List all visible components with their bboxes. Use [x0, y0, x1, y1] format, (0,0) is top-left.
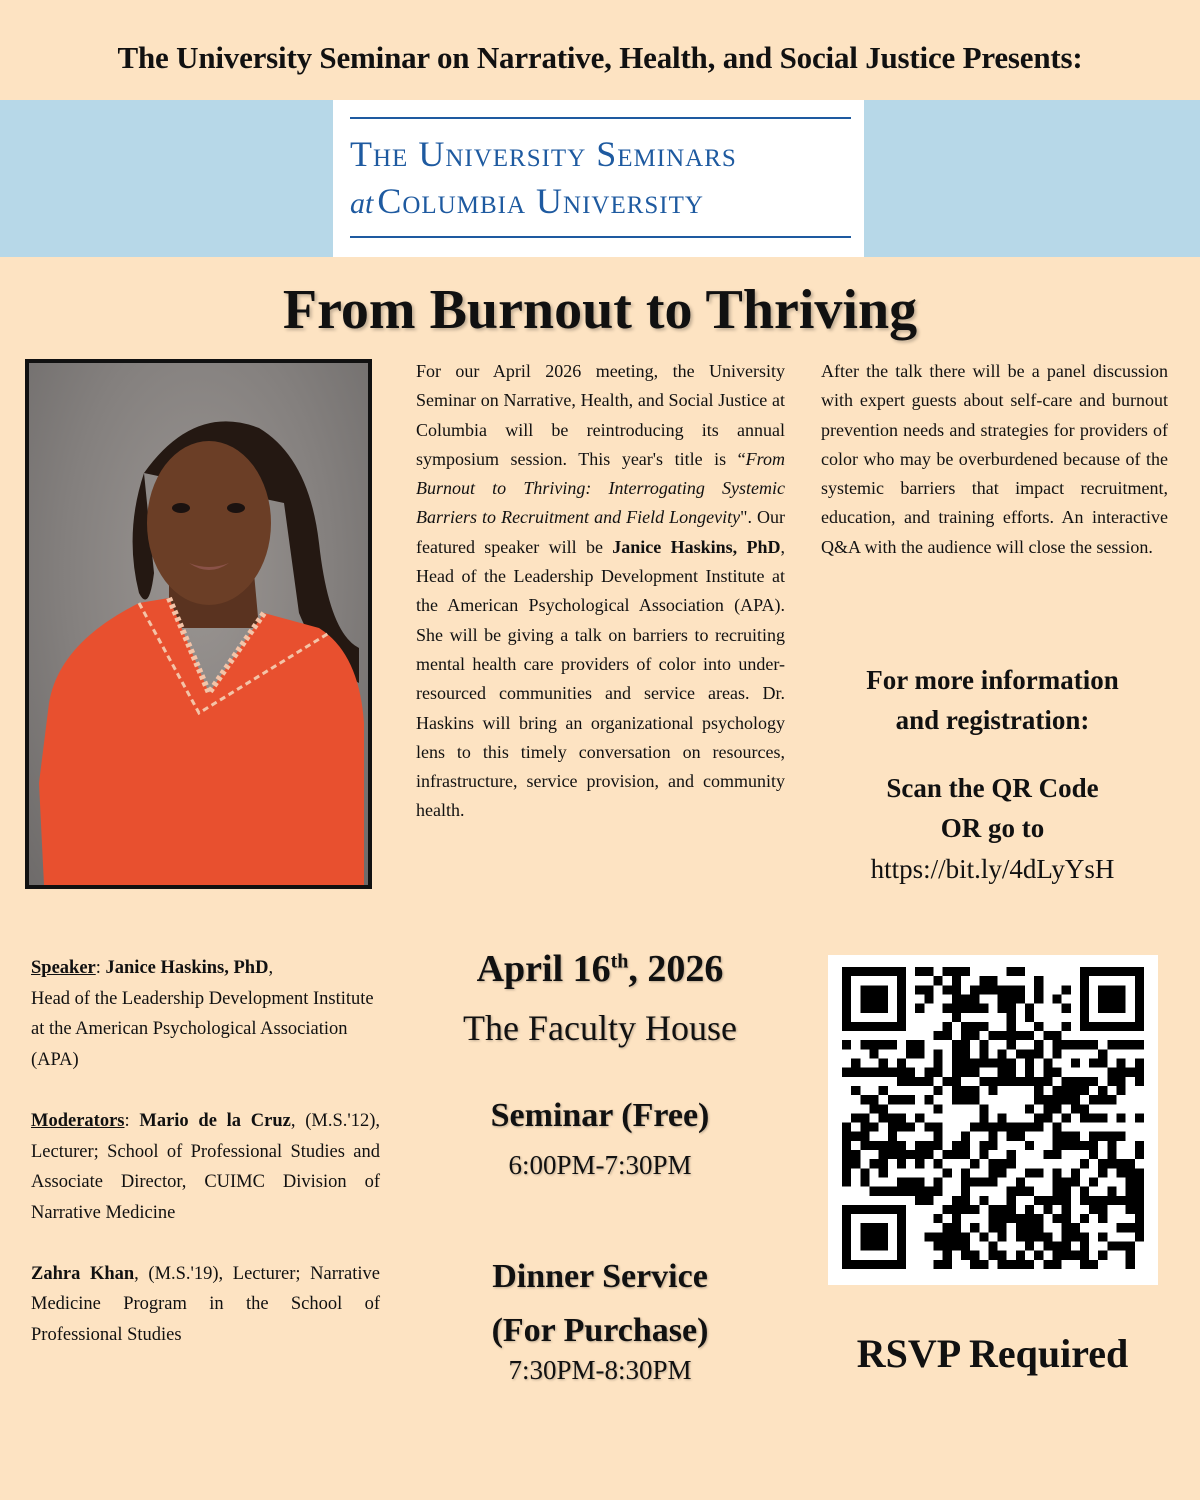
date-year: , 2026	[628, 948, 724, 990]
registration-heading-line-2: and registration:	[895, 705, 1090, 735]
logo-line-2	[350, 180, 851, 222]
rsvp-notice: RSVP Required	[856, 1331, 1129, 1376]
logo-line-1: The University Seminars	[350, 134, 737, 174]
seminar-time: 6:00PM-7:30PM	[508, 1150, 692, 1180]
moderator-1-description: (M.S.'12), Lecturer; School of Professional Studies and Associate Director, CUIMC Division of Narrative Medicine	[31, 1110, 380, 1223]
dinner-time: 7:30PM-8:30PM	[508, 1355, 692, 1385]
moderator-2-description: (M.S.'19), Lecturer; Narrative Medicine Program in the School of Professional Studies	[31, 1263, 381, 1346]
registration-link[interactable]: https://bit.ly/4dLyYsH	[870, 854, 1115, 884]
scan-line-2: OR go to	[940, 813, 1045, 843]
logo-at: at	[350, 187, 374, 220]
scan-instructions	[820, 768, 1165, 848]
dinner-label-line-1: Dinner Service	[492, 1258, 708, 1295]
qr-code[interactable]	[828, 955, 1158, 1285]
logo-columbia: Columbia University	[377, 181, 704, 221]
logo-rule-top	[350, 117, 851, 119]
speaker-photo-frame	[25, 359, 372, 889]
description-text: , Head of the Leadership Development Institute at the American Psychological Association (APA). She will be giving a talk on barriers to recruiting mental health care providers of color into under-resourced communities and service areas. Dr. Haskins will bring an organizational psychology lens to this timely conversation on resources, infrastructure, service provision, and community health.	[416, 536, 785, 821]
logo-rule-bottom	[350, 236, 851, 238]
speaker-title: Head of the Leadership Development Institute at the American Psychological Association (APA)	[31, 988, 374, 1071]
presenter-heading: The University Seminar on Narrative, Health, and Social Justice Presents:	[117, 40, 1083, 75]
speaker-name-inline: Janice Haskins, PhD	[612, 536, 781, 557]
portrait-illustration	[29, 363, 368, 885]
event-title: From Burnout to Thriving	[282, 279, 918, 341]
moderator-2-name: Zahra Khan	[31, 1263, 135, 1284]
qr-finder-pattern	[847, 1210, 902, 1265]
date-suffix: th	[610, 950, 629, 973]
scan-line-1: Scan the QR Code	[886, 773, 1099, 803]
qr-finder-pattern	[847, 972, 902, 1027]
moderator-1-info: Moderators: Mario de la Cruz, (M.S.'12), Lecturer; School of Professional Studies and Associate Director, CUIMC Division of Narrative Medicine	[31, 1110, 380, 1223]
dinner-label	[430, 1250, 770, 1358]
symposium-title: From Burnout to Thriving: Interrogating Systemic Barriers to Recruitment and Field Longevity	[416, 448, 785, 528]
speaker-photo	[29, 363, 368, 885]
qr-code-pattern	[842, 967, 1144, 1269]
speaker-info: Speaker: Janice Haskins, PhD, Head of the Leadership Development Institute at the American Psychological Association (APA)	[31, 958, 374, 1071]
description-paragraph-2: After the talk there will be a panel discussion with expert guests about self-care and burnout prevention needs and strategies for providers of color who may be overburdened because of the systemic barriers that impact recruitment, education, and training efforts. An interactive Q&A with the audience will close the session.	[821, 361, 1168, 557]
speaker-name: Janice Haskins, PhD	[105, 958, 269, 978]
seminar-label: Seminar (Free)	[490, 1097, 710, 1134]
speaker-label: Speaker	[31, 958, 96, 978]
moderator-2-info: Zahra Khan, (M.S.'19), Lecturer; Narrative Medicine Program in the School of Professional Studies	[31, 1263, 381, 1346]
registration-heading-line-1: For more information	[866, 665, 1119, 695]
date-day: April 16	[476, 948, 611, 990]
speaker-moderator-info	[31, 953, 380, 1381]
qr-finder-pattern	[1085, 972, 1140, 1027]
moderators-label: Moderators	[31, 1110, 125, 1131]
description-text: ". Our featured speaker will be	[416, 507, 785, 557]
description-paragraph-1	[416, 357, 785, 826]
event-venue: The Faculty House	[463, 1008, 737, 1048]
moderator-1-name: Mario de la Cruz	[139, 1110, 291, 1131]
description-text: For our April 2026 meeting, the University Seminar on Narrative, Health, and Social Justice at Columbia will be reintroducing its annual symposium session. This year's title is “	[416, 361, 785, 469]
dinner-label-line-2: (For Purchase)	[491, 1312, 709, 1349]
university-seminars-logo	[333, 100, 864, 257]
event-date	[430, 947, 770, 991]
registration-heading	[820, 660, 1165, 740]
